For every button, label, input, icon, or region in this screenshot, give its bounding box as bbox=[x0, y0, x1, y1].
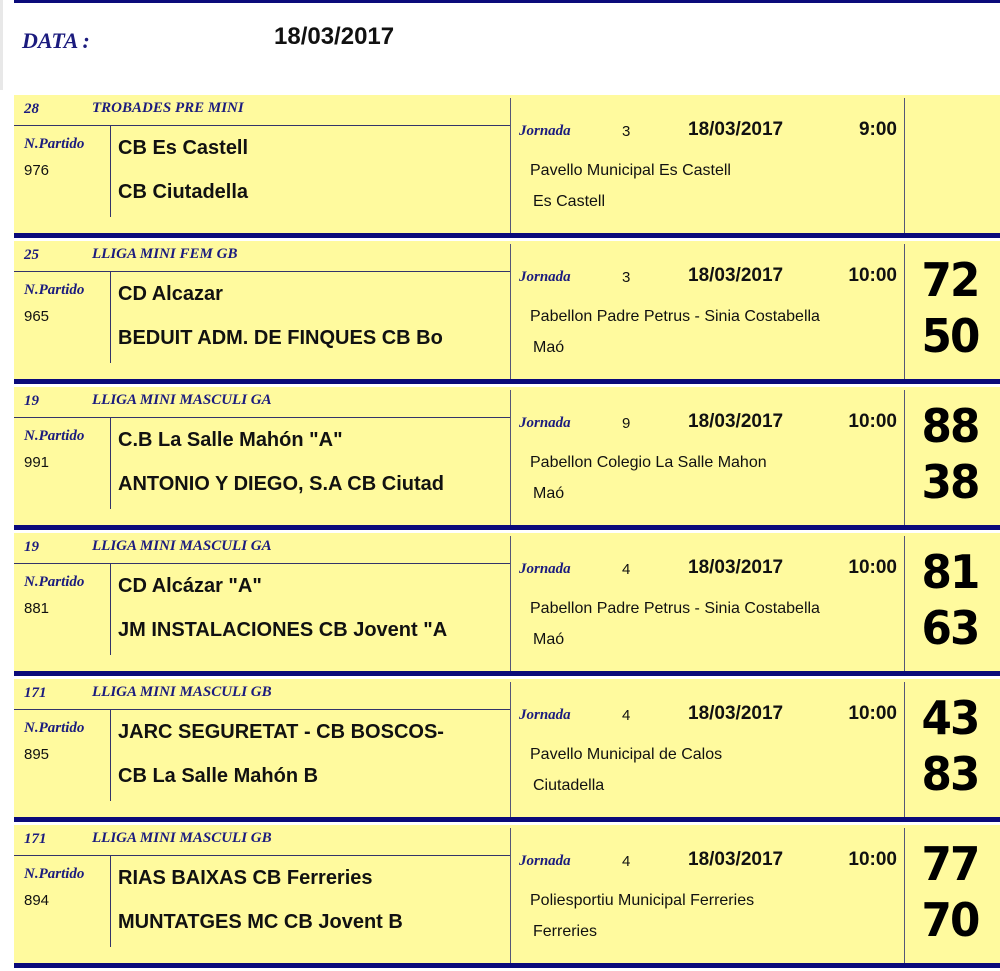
competition-name: TROBADES PRE MINI bbox=[92, 100, 244, 116]
header-date: 18/03/2017 bbox=[274, 23, 395, 50]
divider bbox=[904, 536, 905, 671]
jornada-number: 3 bbox=[622, 123, 631, 140]
venue: Poliesportiu Municipal Ferreries bbox=[530, 892, 755, 909]
n-partido-label: N.Partido bbox=[24, 282, 85, 298]
match-number: 965 bbox=[24, 308, 50, 325]
away-team: BEDUIT ADM. DE FINQUES CB Bo bbox=[118, 327, 443, 349]
away-team: MUNTATGES MC CB Jovent B bbox=[118, 911, 403, 933]
competition-name: LLIGA MINI MASCULI GB bbox=[92, 684, 272, 700]
competition-header bbox=[14, 533, 510, 564]
away-score: 50 bbox=[921, 309, 979, 363]
match-date: 18/03/2017 bbox=[688, 557, 784, 578]
data-label: DATA : bbox=[22, 28, 90, 53]
away-team: CB La Salle Mahón B bbox=[118, 765, 319, 787]
match-card bbox=[14, 241, 1000, 384]
match-card bbox=[14, 387, 1000, 530]
city: Ferreries bbox=[533, 923, 598, 940]
home-score: 43 bbox=[921, 691, 979, 745]
competition-name: LLIGA MINI MASCULI GB bbox=[92, 830, 272, 846]
divider bbox=[110, 563, 111, 655]
away-score: 38 bbox=[921, 455, 979, 509]
match-card bbox=[14, 95, 1000, 238]
match-number: 895 bbox=[24, 746, 50, 763]
divider bbox=[510, 828, 511, 963]
city: Maó bbox=[533, 339, 565, 356]
home-team: CD Alcázar "A" bbox=[118, 575, 262, 597]
jornada-label: Jornada bbox=[519, 123, 571, 139]
match-time: 10:00 bbox=[848, 265, 897, 286]
home-score: 72 bbox=[921, 253, 979, 307]
jornada-label: Jornada bbox=[519, 561, 571, 577]
n-partido-label: N.Partido bbox=[24, 866, 85, 882]
venue: Pavello Municipal de Calos bbox=[530, 746, 723, 763]
n-partido-label: N.Partido bbox=[24, 136, 85, 152]
match-card bbox=[14, 679, 1000, 822]
divider bbox=[904, 682, 905, 817]
match-date: 18/03/2017 bbox=[688, 265, 784, 286]
away-score: 83 bbox=[921, 747, 979, 801]
match-time: 10:00 bbox=[848, 849, 897, 870]
page-header bbox=[0, 0, 1000, 95]
competition-header bbox=[14, 679, 510, 710]
divider bbox=[904, 828, 905, 963]
city: Es Castell bbox=[533, 193, 606, 210]
home-team: CD Alcazar bbox=[118, 283, 223, 305]
n-partido-label: N.Partido bbox=[24, 720, 85, 736]
jornada-number: 4 bbox=[622, 561, 631, 578]
divider bbox=[904, 390, 905, 525]
competition-number: 28 bbox=[24, 101, 39, 117]
divider bbox=[510, 244, 511, 379]
home-score: 88 bbox=[921, 399, 979, 453]
away-score: 63 bbox=[921, 601, 979, 655]
competition-header bbox=[14, 825, 510, 856]
match-time: 10:00 bbox=[848, 411, 897, 432]
competition-header bbox=[14, 95, 510, 126]
home-score: 81 bbox=[921, 545, 979, 599]
divider bbox=[510, 98, 511, 233]
jornada-number: 3 bbox=[622, 269, 631, 286]
city: Maó bbox=[533, 631, 565, 648]
divider bbox=[510, 536, 511, 671]
divider bbox=[904, 244, 905, 379]
n-partido-label: N.Partido bbox=[24, 574, 85, 590]
away-score: 70 bbox=[921, 893, 979, 947]
jornada-number: 4 bbox=[622, 853, 631, 870]
jornada-label: Jornada bbox=[519, 707, 571, 723]
match-card bbox=[14, 533, 1000, 676]
venue: Pabellon Padre Petrus - Sinia Costabella bbox=[530, 600, 820, 617]
competition-number: 19 bbox=[24, 393, 39, 409]
jornada-label: Jornada bbox=[519, 269, 571, 285]
jornada-number: 9 bbox=[622, 415, 631, 432]
city: Maó bbox=[533, 485, 565, 502]
match-date: 18/03/2017 bbox=[688, 119, 784, 140]
city: Ciutadella bbox=[533, 777, 605, 794]
match-number: 991 bbox=[24, 454, 50, 471]
competition-name: LLIGA MINI MASCULI GA bbox=[92, 538, 272, 554]
match-list bbox=[14, 95, 1000, 971]
away-team: JM INSTALACIONES CB Jovent "A bbox=[118, 619, 448, 641]
home-team: JARC SEGURETAT - CB BOSCOS- bbox=[118, 721, 444, 743]
competition-header bbox=[14, 241, 510, 272]
jornada-label: Jornada bbox=[519, 415, 571, 431]
venue: Pabellon Padre Petrus - Sinia Costabella bbox=[530, 308, 820, 325]
competition-number: 171 bbox=[24, 831, 47, 847]
competition-name: LLIGA MINI FEM GB bbox=[92, 246, 238, 262]
match-date: 18/03/2017 bbox=[688, 703, 784, 724]
match-date: 18/03/2017 bbox=[688, 411, 784, 432]
jornada-label: Jornada bbox=[519, 853, 571, 869]
divider bbox=[110, 125, 111, 217]
match-time: 10:00 bbox=[848, 557, 897, 578]
home-score: 77 bbox=[921, 837, 979, 891]
competition-name: LLIGA MINI MASCULI GA bbox=[92, 392, 272, 408]
match-time: 10:00 bbox=[848, 703, 897, 724]
competition-number: 171 bbox=[24, 685, 47, 701]
venue: Pabellon Colegio La Salle Mahon bbox=[530, 454, 767, 471]
competition-number: 25 bbox=[24, 247, 39, 263]
divider bbox=[110, 709, 111, 801]
match-date: 18/03/2017 bbox=[688, 849, 784, 870]
divider bbox=[110, 271, 111, 363]
match-card bbox=[14, 825, 1000, 968]
match-number: 976 bbox=[24, 162, 50, 179]
divider bbox=[110, 417, 111, 509]
divider bbox=[904, 98, 905, 233]
match-number: 894 bbox=[24, 892, 50, 909]
jornada-number: 4 bbox=[622, 707, 631, 724]
divider bbox=[110, 855, 111, 947]
home-team: RIAS BAIXAS CB Ferreries bbox=[118, 867, 373, 889]
divider bbox=[510, 390, 511, 525]
away-team: ANTONIO Y DIEGO, S.A CB Ciutad bbox=[118, 473, 444, 495]
home-team: C.B La Salle Mahón "A" bbox=[118, 429, 343, 451]
divider bbox=[510, 682, 511, 817]
away-team: CB Ciutadella bbox=[118, 181, 249, 203]
competition-number: 19 bbox=[24, 539, 39, 555]
match-number: 881 bbox=[24, 600, 50, 617]
venue: Pavello Municipal Es Castell bbox=[530, 162, 731, 179]
n-partido-label: N.Partido bbox=[24, 428, 85, 444]
match-time: 9:00 bbox=[858, 119, 897, 140]
competition-header bbox=[14, 387, 510, 418]
home-team: CB Es Castell bbox=[118, 137, 249, 159]
